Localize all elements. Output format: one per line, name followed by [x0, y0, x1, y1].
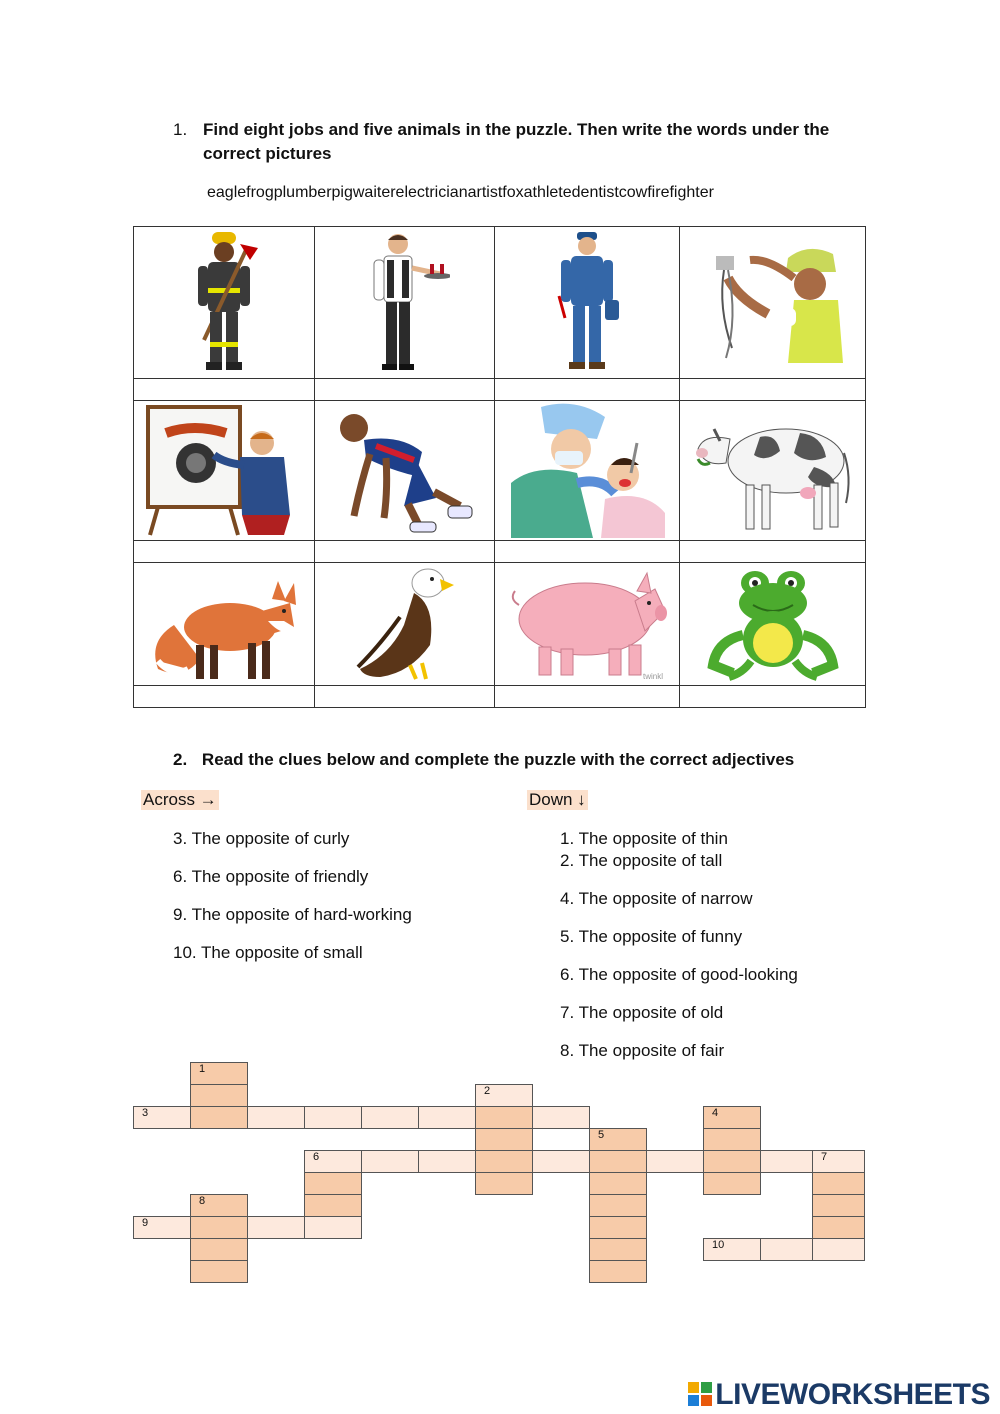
crossword-cell[interactable]: [589, 1172, 647, 1195]
dentist-icon: [505, 403, 670, 538]
answer-cell-3[interactable]: [495, 379, 680, 401]
answer-cell-9[interactable]: [134, 686, 315, 708]
dentist-picture: [495, 401, 680, 541]
answer-cell-11[interactable]: [495, 686, 680, 708]
crossword-number: 7: [821, 1151, 828, 1163]
across-clue: 9. The opposite of hard-working: [173, 905, 412, 924]
crossword-cell-numbered[interactable]: [812, 1150, 865, 1173]
answer-cell-1[interactable]: [134, 379, 315, 401]
pig-picture: [495, 563, 680, 686]
crossword-number: 4: [712, 1107, 719, 1119]
crossword-cell-numbered[interactable]: [475, 1084, 533, 1107]
across-clue: 3. The opposite of curly: [173, 829, 350, 848]
crossword-cell[interactable]: [304, 1194, 362, 1217]
crossword-cell[interactable]: [190, 1260, 248, 1283]
answer-cell-10[interactable]: [315, 686, 495, 708]
electrician-icon: [698, 238, 848, 368]
crossword-cell-numbered[interactable]: [133, 1216, 191, 1239]
crossword-number: 8: [199, 1195, 206, 1207]
answer-cell-7[interactable]: [495, 541, 680, 563]
waiter-icon: [360, 230, 450, 375]
crossword-cell[interactable]: [589, 1194, 647, 1217]
crossword-cell[interactable]: [812, 1172, 865, 1195]
twinkl-watermark: twinkl: [642, 672, 663, 681]
crossword-cell[interactable]: [190, 1084, 248, 1107]
crossword-cell[interactable]: [361, 1150, 419, 1173]
answer-cell-2[interactable]: [315, 379, 495, 401]
down-clue: 6. The opposite of good-looking: [560, 965, 798, 984]
crossword-cell[interactable]: [532, 1150, 590, 1173]
section2-title: Read the clues below and complete the puzzle with the correct adjectives: [201, 750, 795, 769]
crossword-cell[interactable]: [361, 1106, 419, 1129]
down-clue: 1. The opposite of thin: [560, 829, 728, 848]
crossword-cell[interactable]: [475, 1150, 533, 1173]
crossword-cell[interactable]: [589, 1216, 647, 1239]
crossword-cell[interactable]: [247, 1216, 305, 1239]
down-clue: 2. The opposite of tall: [560, 851, 723, 870]
section1-title: Find eight jobs and five animals in the puzzle. Then write the words under the correct pictures: [203, 120, 830, 163]
crossword-cell[interactable]: [418, 1150, 476, 1173]
down-label: Down ↓: [529, 790, 586, 809]
logo-text: LIVEWORKSHEETS: [715, 1378, 990, 1411]
crossword-cell[interactable]: [703, 1150, 761, 1173]
artist-icon: [144, 403, 304, 538]
electrician-picture: [680, 227, 866, 379]
across-clue: 6. The opposite of friendly: [173, 867, 369, 886]
plumber-icon: [547, 230, 627, 375]
down-clue: 8. The opposite of fair: [560, 1041, 725, 1060]
down-clue: 7. The opposite of old: [560, 1003, 724, 1022]
crossword-cell-numbered[interactable]: [190, 1062, 248, 1085]
crossword-number: 5: [598, 1129, 605, 1141]
crossword-cell[interactable]: [812, 1238, 865, 1261]
crossword-cell-numbered[interactable]: [703, 1106, 761, 1129]
crossword-cell[interactable]: [190, 1216, 248, 1239]
crossword-cell[interactable]: [646, 1150, 704, 1173]
liveworksheets-logo: [688, 1378, 990, 1412]
section1-number: 1.: [173, 120, 188, 139]
crossword-cell[interactable]: [589, 1260, 647, 1283]
answer-cell-6[interactable]: [315, 541, 495, 563]
crossword-cell[interactable]: [418, 1106, 476, 1129]
athlete-picture: [315, 401, 495, 541]
crossword-cell-numbered[interactable]: [133, 1106, 191, 1129]
crossword-cell-numbered[interactable]: [190, 1194, 248, 1217]
crossword-cell[interactable]: [190, 1238, 248, 1261]
crossword-number: 10: [712, 1239, 725, 1251]
crossword-number: 1: [199, 1063, 206, 1075]
crossword-number: 3: [142, 1107, 149, 1119]
firefighter-picture: [134, 227, 315, 379]
answer-cell-8[interactable]: [680, 541, 866, 563]
crossword-cell[interactable]: [532, 1106, 590, 1129]
crossword-cell[interactable]: [760, 1150, 818, 1173]
crossword-cell[interactable]: [475, 1106, 533, 1129]
crossword-number: 6: [313, 1151, 320, 1163]
answer-cell-4[interactable]: [680, 379, 866, 401]
across-label: Across →: [143, 790, 217, 809]
answer-cell-5[interactable]: [134, 541, 315, 563]
cow-icon: [690, 403, 855, 538]
crossword-cell[interactable]: [812, 1216, 865, 1239]
crossword-cell[interactable]: [475, 1172, 533, 1195]
cow-picture: [680, 401, 866, 541]
crossword-cell[interactable]: [589, 1150, 647, 1173]
section2-number: 2.: [173, 750, 188, 769]
crossword-cell[interactable]: [190, 1106, 248, 1129]
fox-icon: [144, 565, 304, 683]
pig-icon: [505, 565, 670, 683]
section1-heading: [173, 118, 873, 166]
crossword-cell[interactable]: [304, 1106, 362, 1129]
eagle-picture: [315, 563, 495, 686]
logo-icon: [688, 1380, 712, 1404]
crossword-cell[interactable]: [247, 1106, 305, 1129]
crossword-cell[interactable]: [304, 1172, 362, 1195]
crossword-cell[interactable]: [475, 1128, 533, 1151]
crossword-number: 9: [142, 1217, 149, 1229]
crossword-cell-numbered[interactable]: [304, 1150, 362, 1173]
across-clue: 10. The opposite of small: [173, 943, 363, 962]
waiter-picture: [315, 227, 495, 379]
answer-cell-12[interactable]: [680, 686, 866, 708]
firefighter-icon: [184, 230, 264, 375]
crossword-cell-numbered[interactable]: [589, 1128, 647, 1151]
word-string: eaglefrogplumberpigwaiterelectricianartistfoxathletedentistcowfirefighter: [207, 184, 714, 201]
crossword-cell-numbered[interactable]: [703, 1238, 761, 1261]
frog-picture: [680, 563, 866, 686]
crossword-cell[interactable]: [703, 1172, 761, 1195]
athlete-icon: [330, 406, 480, 536]
frog-icon: [703, 565, 843, 683]
crossword-cell[interactable]: [812, 1194, 865, 1217]
crossword-number: 2: [484, 1085, 491, 1097]
fox-picture: [134, 563, 315, 686]
crossword-cell[interactable]: [703, 1128, 761, 1151]
down-clue: 5. The opposite of funny: [560, 927, 743, 946]
picture-table: [133, 226, 866, 708]
plumber-picture: [495, 227, 680, 379]
section2-heading: [173, 748, 893, 772]
crossword-cell[interactable]: [760, 1238, 818, 1261]
down-clue: 4. The opposite of narrow: [560, 889, 753, 908]
eagle-icon: [350, 565, 460, 683]
crossword-cell[interactable]: [589, 1238, 647, 1261]
crossword-cell[interactable]: [304, 1216, 362, 1239]
artist-picture: [134, 401, 315, 541]
